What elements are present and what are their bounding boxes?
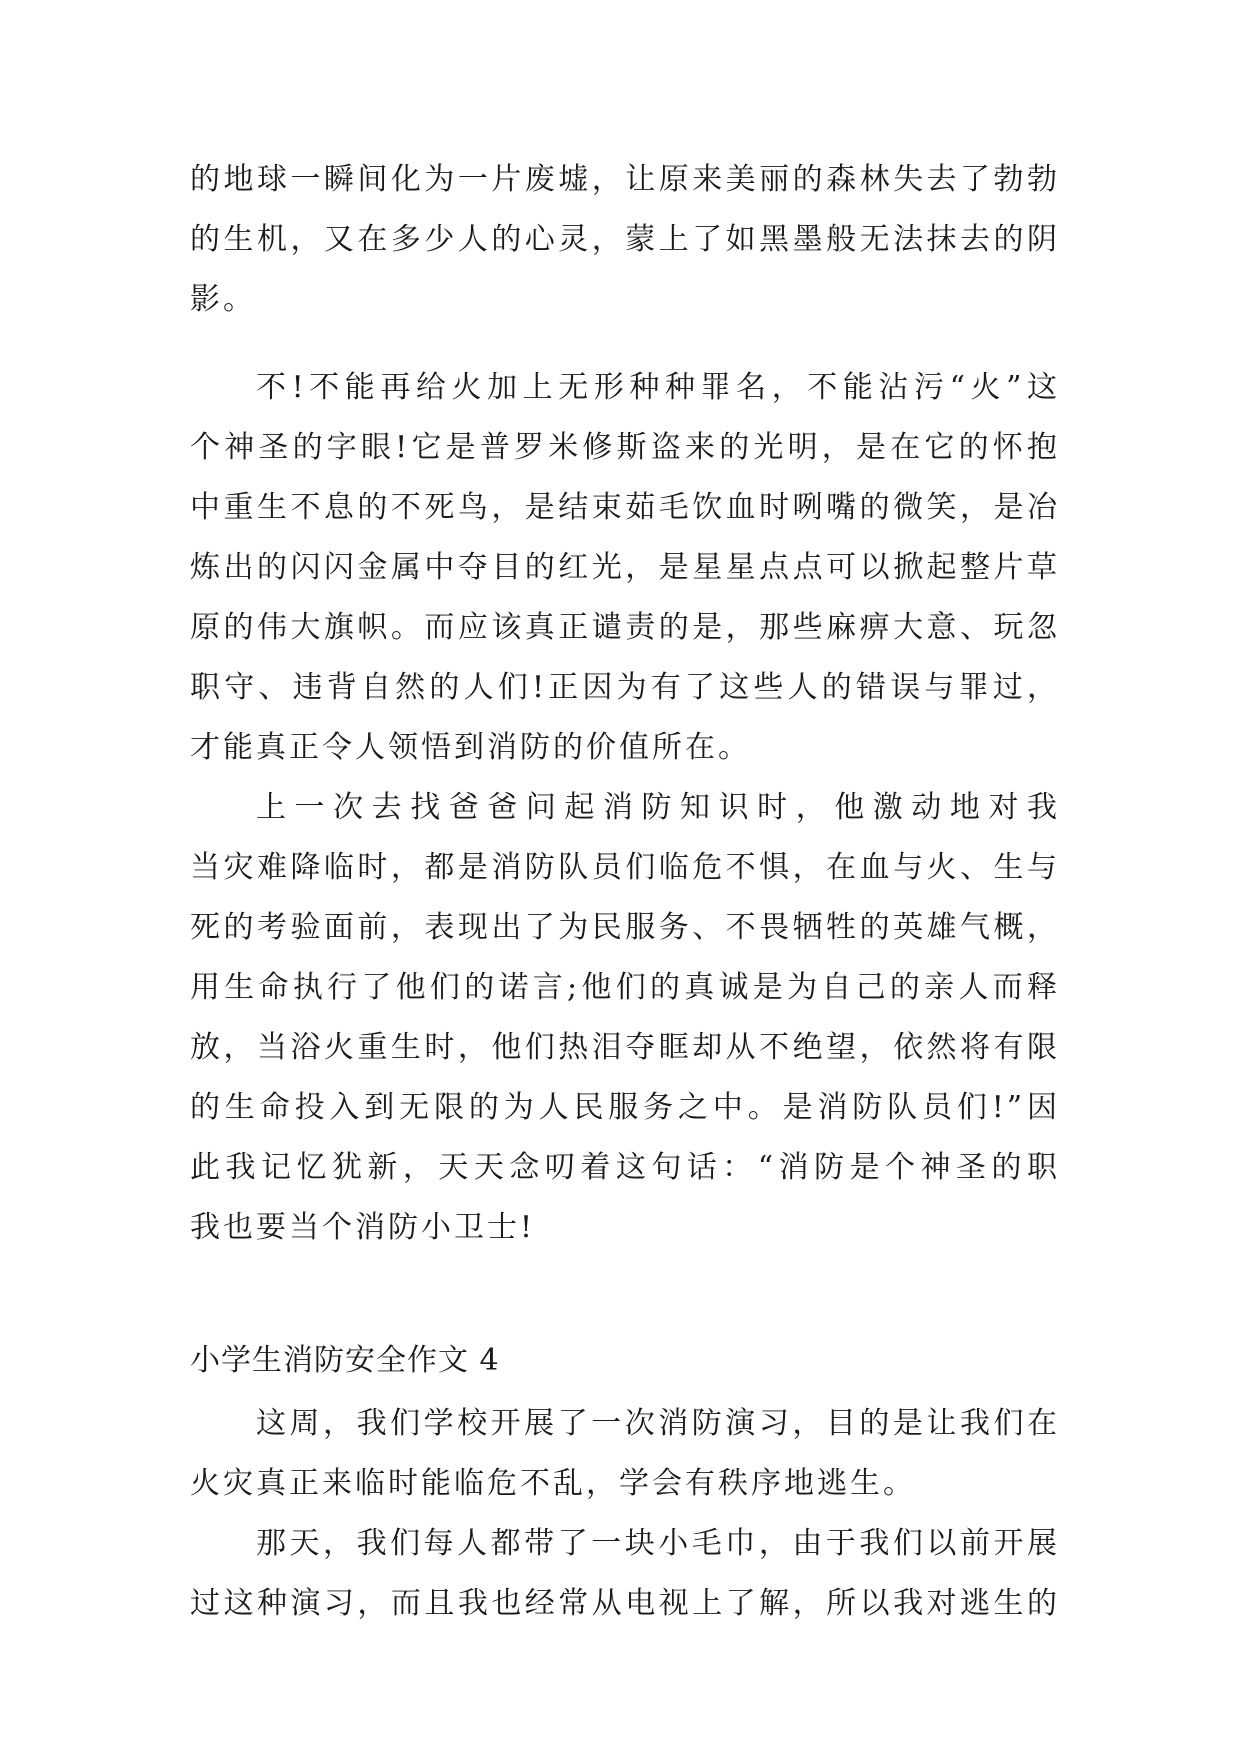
text-line: 火灾真正来临时能临危不乱，学会有秩序地逃生。 [190,1466,916,1501]
text-line: 的生机，又在多少人的心灵，蒙上了如黑墨般无法抹去的阴 [190,222,1060,257]
paragraph-spacing [190,330,1060,358]
paragraph-5 [190,1514,1060,1634]
section-heading: 小学生消防安全作文 4 [190,1343,500,1378]
text-line: 炼出的闪闪金属中夺目的红光，是星星点点可以掀起整片草 [190,550,1060,585]
paragraph-1 [190,150,1060,330]
paragraph-4 [190,1394,1060,1514]
text-line: 放，当浴火重生时，他们热泪夺眶却从不绝望，依然将有限 [190,1030,1060,1065]
text-line: 用生命执行了他们的诺言;他们的真诚是为自己的亲人而释 [190,970,1060,1005]
text-line: 当灾难降临时，都是消防队员们临危不惧，在血与火、生与 [190,850,1060,885]
text-line: 职守、违背自然的人们!正因为有了这些人的错误与罪过， [190,670,1060,705]
text-line: 的地球一瞬间化为一片废墟，让原来美丽的森林失去了勃勃 [190,162,1060,197]
text-line: 上一次去找爸爸问起消防知识时，他激动地对我 [256,790,1060,825]
text-line: 不!不能再给火加上无形种种罪名，不能沾污“火”这 [256,370,1060,405]
text-line: 中重生不息的不死鸟，是结束茹毛饮血时咧嘴的微笑，是冶 [190,490,1060,525]
text-line: 我也要当个消防小卫士! [190,1210,536,1245]
paragraph-3 [190,778,1060,1258]
section-spacing [190,1258,1060,1328]
document-body [190,150,1060,1634]
text-line: 才能真正令人领悟到消防的价值所在。 [190,730,751,765]
text-line: 那天，我们每人都带了一块小毛巾，由于我们以前开展 [256,1526,1060,1561]
text-line: 影。 [190,282,256,317]
text-line: 个神圣的字眼!它是普罗米修斯盗来的光明，是在它的怀抱 [190,430,1060,465]
text-line: 原的伟大旗帜。而应该真正谴责的是，那些麻痹大意、玩忽 [190,610,1060,645]
text-line: 死的考验面前，表现出了为民服务、不畏牺牲的英雄气概， [190,910,1060,945]
paragraph-2 [190,358,1060,778]
text-line: 的生命投入到无限的为人民服务之中。是消防队员们!”因 [190,1090,1060,1125]
text-line: 这周，我们学校开展了一次消防演习，目的是让我们在 [256,1406,1060,1441]
text-line: 此我记忆犹新，天天念叨着这句话：“消防是个神圣的职 [190,1150,1060,1185]
text-line: 过这种演习，而且我也经常从电视上了解，所以我对逃生的 [190,1586,1060,1621]
